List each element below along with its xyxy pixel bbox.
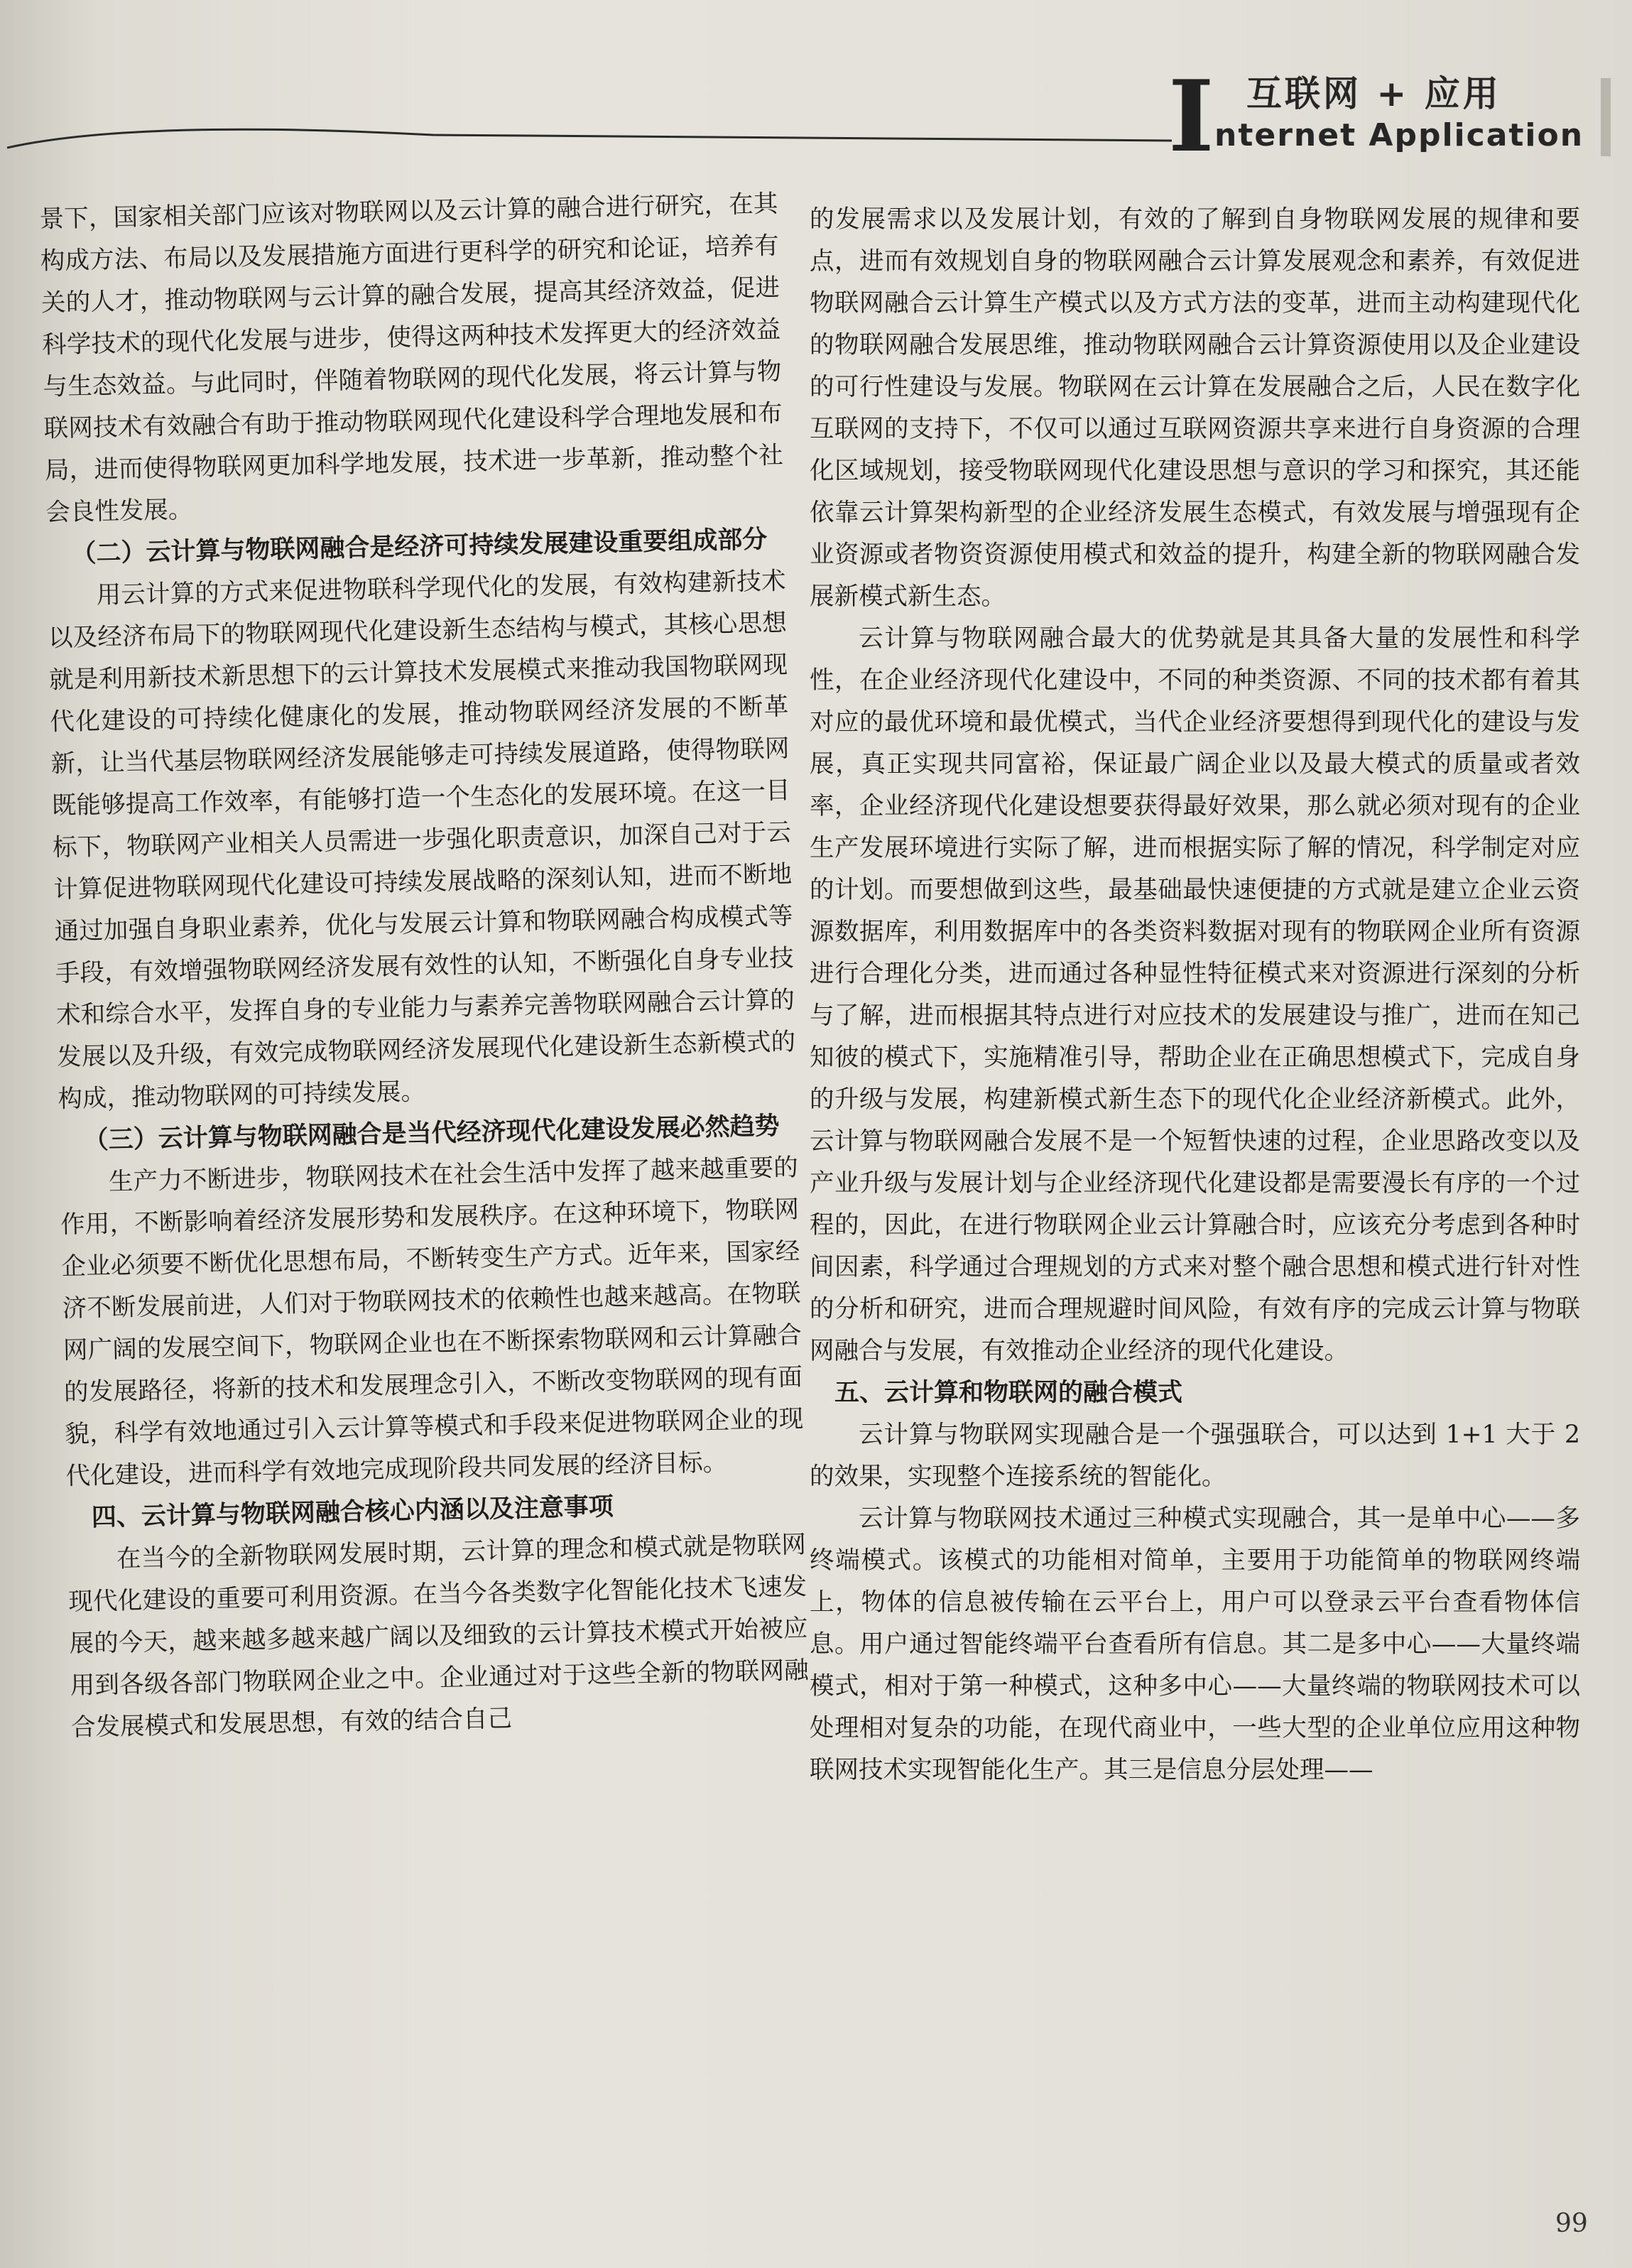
section-heading: 四、云计算与物联网融合核心内涵以及注意事项	[91, 1492, 614, 1532]
paragraph: 用云计算的方式来促进物联科学现代化的发展，有效构建新技术以及经济布局下的物联网现代化建设新生态结构与模式，其核心思想就是利用新技术新思想下的云计算技术发展模式来推动我国物联网现代化建设的可持续化健康化的发展，推动物联网经济发展的不断革新，让当代基层物联网经济发展能够走可持续发展道路，使得物联网既能够提高工作效率，有能够打造一个生态化的发展环境。在这一目标下，物联网产业相关人员需进一步强化职责意识，加深自己对于云计算促进物联网现代化建设可持续发展战略的深刻认知，进而不断地通过加强自身职业素养，优化与发展云计算和物联网融合构成模式等手段，有效增强物联网经济发展有效性的认知，不断强化自身专业技术和综合水平，发挥自身的专业能力与素养完善物联网融合云计算的发展以及升级，有效完成物联网经济发展现代化建设新生态新模式的构成，推动物联网的可持续发展。	[48, 567, 796, 1114]
header-logo-letter: I	[1168, 58, 1214, 174]
paragraph: 在当今的全新物联网发展时期，云计算的理念和模式就是物联网现代化建设的重要可利用资源。在当今各类数字化智能化技术飞速发展的今天，越来越多越来越广阔以及细致的云计算技术模式开始被应用到各级各部门物联网企业之中。企业通过对于这些全新的物联网融合发展模式和发展思想，有效的结合自己	[67, 1530, 810, 1742]
header-title-en: nternet Application	[1214, 117, 1584, 153]
paragraph: 的发展需求以及发展计划，有效的了解到自身物联网发展的规律和要点，进而有效规划自身的物联网融合云计算发展观念和素养，有效促进物联网融合云计算生产模式以及方式方法的变革，进而主动构建现代化的物联网融合发展思维，推动物联网融合云计算资源使用以及企业建设的可行性建设与发展。物联网在云计算在发展融合之后，人民在数字化互联网的支持下，不仅可以通过互联网资源共享来进行自身资源的合理化区域规划，接受物联网现代化建设思想与意识的学习和探究，其还能依靠云计算架构新型的企业经济发展生态模式，有效发展与增强现有企业资源或者物资资源使用模式和效益的提升，构建全新的物联网融合发展新模式新生态。	[810, 205, 1580, 611]
header-curve-rule	[7, 107, 1172, 149]
header-title-cn: 互联网 + 应用	[1246, 73, 1501, 114]
section-heading: （二）云计算与物联网融合是经济可持续发展建设重要组成部分	[71, 525, 768, 569]
paragraph: 云计算与物联网融合最大的优势就是其具备大量的发展性和科学性，在企业经济现代化建设中，不同的种类资源、不同的技术都有着其对应的最优环境和最优模式，当代企业经济要想得到现代化的建设与发展，真正实现共同富裕，保证最广阔企业以及最大模式的质量或者效率，企业经济现代化建设想要获得最好效果，那么就必须对现有的企业生产发展环境进行实际了解，进而根据实际了解的情况，科学制定对应的计划。而要想做到这些，最基础最快速便捷的方式就是建立企业云资源数据库，利用数据库中的各类资料数据对现有的物联网企业所有资源进行合理化分类，进而通过各种显性特征模式来对资源进行深刻的分析与了解，进而根据其特点进行对应技术的发展建设与推广，进而在知己知彼的模式下，实施精准引导，帮助企业在正确思想模式下，完成自身的升级与发展，构建新模式新生态下的现代化企业经济新模式。此外，云计算与物联网融合发展不是一个短暂快速的过程，企业思路改变以及产业升级与发展计划与企业经济现代化建设都是需要漫长有序的一个过程的，因此，在进行物联网企业云计算融合时，应该充分考虑到各种时间因素，科学通过合理规划的方式来对整个融合思想和模式进行针对性的分析和研究，进而合理规避时间风险，有效有序的完成云计算与物联网融合与发展，有效推动企业经济的现代化建设。	[810, 624, 1580, 1365]
page-edge-mark	[1601, 78, 1611, 156]
left-column	[39, 183, 810, 1749]
right-column	[810, 199, 1580, 1791]
section-heading: 五、云计算和物联网的融合模式	[834, 1379, 1183, 1407]
paragraph: 生产力不断进步，物联网技术在社会生活中发挥了越来越重要的作用，不断影响着经济发展形势和发展秩序。在这种环境下，物联网企业必须要不断优化思想布局，不断转变生产方式。近年来，国家经济不断发展前进，人们对于物联网技术的依赖性也越来越高。在物联网广阔的发展空间下，物联网企业也在不断探索物联网和云计算融合的发展路径，将新的技术和发展理念引入，不断改变物联网的现有面貌，科学有效地通过引入云计算等模式和手段来促进物联网企业的现代化建设，进而科学有效地完成现阶段共同发展的经济目标。	[60, 1153, 804, 1491]
page-number: 99	[1555, 2209, 1588, 2238]
paragraph: 景下，国家相关部门应该对物联网以及云计算的融合进行研究，在其构成方法、布局以及发展措施方面进行更科学的研究和论证，培养有关的人才，推动物联网与云计算的融合发展，提高其经济效益，促进科学技术的现代化发展与进步，使得这两种技术发挥更大的经济效益与生态效益。与此同时，伴随着物联网的现代化发展，将云计算与物联网技术有效融合有助于推动物联网现代化建设科学合理地发展和布局，进而使得物联网更加科学地发展，技术进一步革新，推动整个社会良性发展。	[39, 190, 784, 527]
section-heading: （三）云计算与物联网融合是当代经济现代化建设发展必然趋势	[83, 1112, 780, 1155]
paragraph: 云计算与物联网实现融合是一个强强联合，可以达到 1+1 大于 2 的效果，实现整个连接系统的智能化。	[810, 1421, 1580, 1491]
paragraph: 云计算与物联网技术通过三种模式实现融合，其一是单中心——多终端模式。该模式的功能相对简单，主要用于功能简单的物联网终端上，物体的信息被传输在云平台上，用户可以登录云平台查看物体信息。用户通过智能终端平台查看所有信息。其二是多中心——大量终端模式，相对于第一种模式，这种多中心——大量终端的物联网技术可以处理相对复杂的功能，在现代商业中，一些大型的企业单位应用这种物联网技术实现智能化生产。其三是信息分层处理——	[810, 1504, 1580, 1784]
